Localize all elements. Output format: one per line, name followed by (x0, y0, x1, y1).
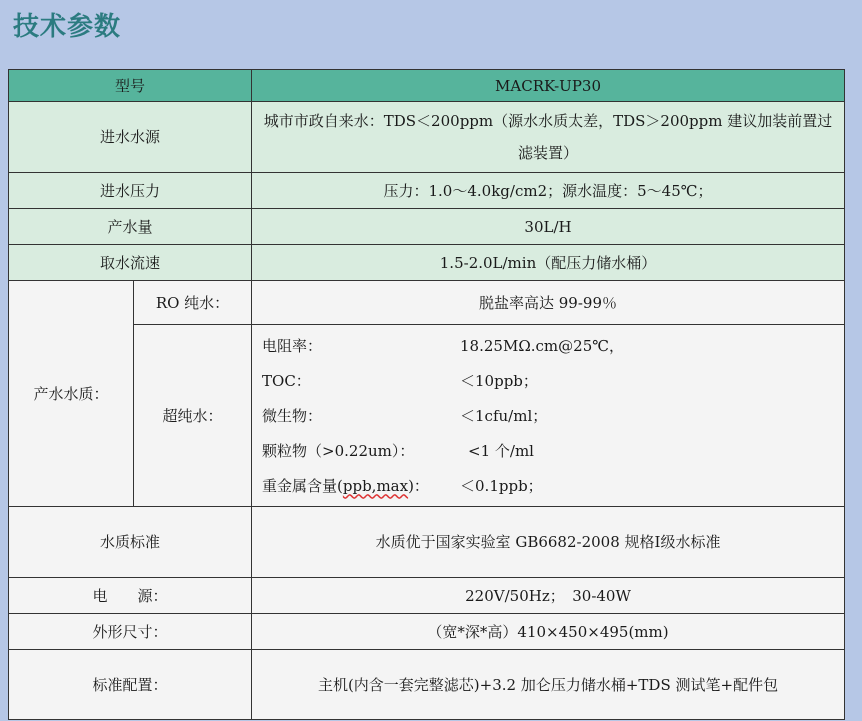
page-title: 技术参数 (13, 12, 122, 42)
draw-rate-value: 1.5-2.0L/min（配压力储水桶） (252, 245, 845, 281)
inlet-pressure-value: 压力：1.0～4.0kg/cm2；源水温度：5～45℃； (252, 173, 845, 209)
ultra-water-label: 超纯水： (134, 325, 252, 507)
inlet-source-label: 进水水源 (9, 102, 252, 173)
table-row-draw-rate (9, 245, 845, 281)
dimensions-value: （宽*深*高）410×450×495(mm) (252, 614, 845, 650)
spec-value: ＜1cfu/ml； (460, 406, 548, 425)
spec-key: 微生物： (262, 406, 323, 425)
spec-item-toc (262, 363, 834, 398)
table-row-model (9, 70, 845, 102)
ro-water-label: RO 纯水： (134, 281, 252, 325)
config-label: 标准配置： (9, 650, 252, 720)
table-row-standard (9, 507, 845, 578)
power-value: 220V/50Hz； 30-40W (252, 578, 845, 614)
table-row-power (9, 578, 845, 614)
spec-key: 颗粒物（>0.22um）： (262, 441, 415, 460)
spec-key (262, 476, 460, 496)
spec-value: 18.25MΩ.cm@25℃， (460, 336, 625, 355)
spec-key: TOC： (262, 371, 311, 390)
water-quality-label: 产水水质： (9, 281, 134, 507)
standard-value: 水质优于国家实验室 GB6682-2008 规格Ⅰ级水标准 (252, 507, 845, 578)
table-row-ultra-water (9, 325, 845, 507)
dimensions-label: 外形尺寸： (9, 614, 252, 650)
spec-key-underlined: ppb,max (342, 476, 409, 495)
inlet-pressure-label: 进水压力 (9, 173, 252, 209)
output-label: 产水量 (9, 209, 252, 245)
spec-value: <1 个/ml (468, 441, 534, 460)
table-row-inlet-source (9, 102, 845, 173)
spec-key: 电阻率： (262, 336, 323, 355)
spec-item-particles (262, 433, 834, 468)
config-value: 主机(内含一套完整滤芯)+3.2 加仑压力储水桶+TDS 测试笔+配件包 (252, 650, 845, 720)
power-label: 电 源： (9, 578, 252, 614)
spec-key-prefix: 重金属含量( (262, 476, 343, 495)
ro-water-value: 脱盐率高达 99-99％ (252, 281, 845, 325)
model-value: MACRK-UP30 (252, 70, 845, 102)
spec-key-suffix: )： (408, 476, 429, 495)
spec-item-microbes (262, 398, 834, 433)
model-label: 型号 (9, 70, 252, 102)
spec-value: ＜0.1ppb； (460, 476, 543, 495)
table-row-output (9, 209, 845, 245)
table-row-inlet-pressure (9, 173, 845, 209)
spec-table (8, 69, 845, 720)
inlet-source-value: 城市市政自来水：TDS＜200ppm（源水水质太差，TDS＞200ppm 建议加装前置过滤装置） (252, 102, 845, 173)
standard-label: 水质标准 (9, 507, 252, 578)
table-row-ro-water (9, 281, 845, 325)
ultra-water-specs (252, 325, 845, 507)
table-row-dimensions (9, 614, 845, 650)
spec-item-resistivity (262, 328, 834, 363)
output-value: 30L/H (252, 209, 845, 245)
table-row-config (9, 650, 845, 720)
draw-rate-label: 取水流速 (9, 245, 252, 281)
spec-value: ＜10ppb； (460, 371, 538, 390)
spec-item-heavy-metals (262, 468, 834, 503)
